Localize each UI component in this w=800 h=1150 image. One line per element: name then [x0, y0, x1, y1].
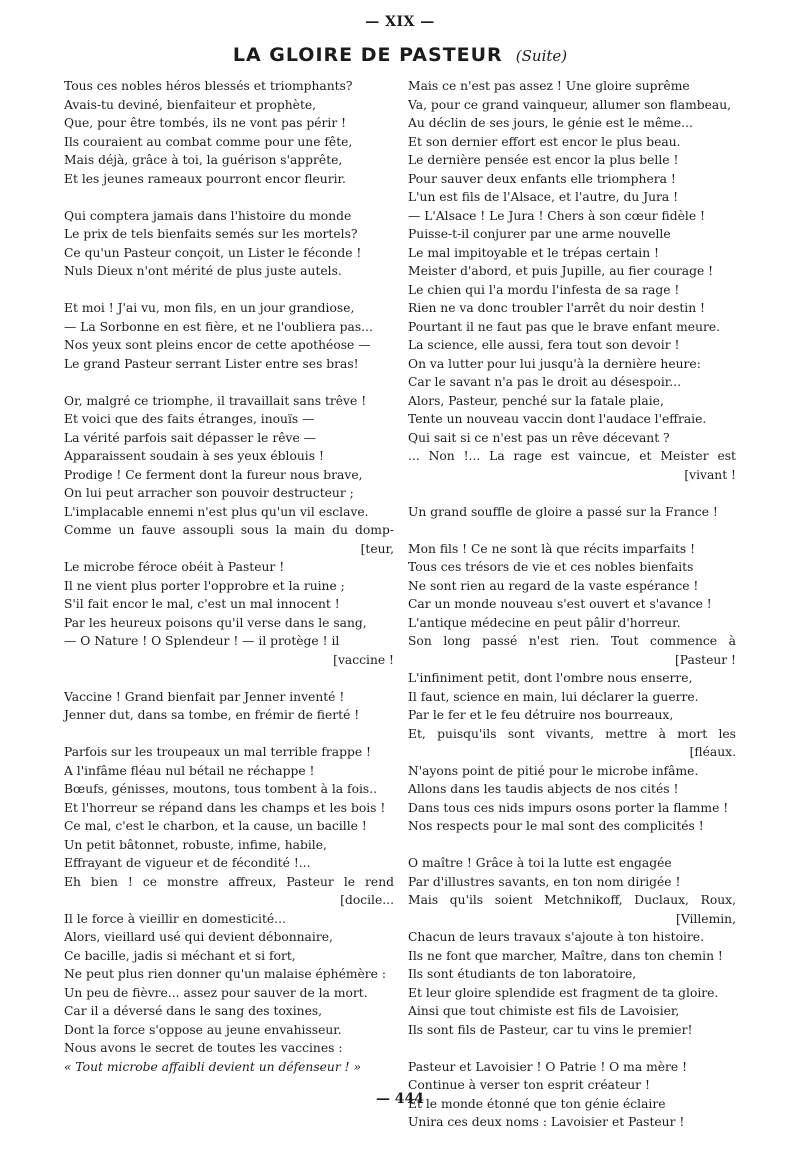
verse-line: « Tout microbe affaibli devient un défenseur ! »	[64, 1059, 362, 1074]
stanza	[408, 77, 736, 484]
verse-line: Unira ces deux noms : Lavoisier et Pasteur !	[408, 1115, 685, 1129]
verse-line: Meister d'abord, et puis Jupille, au fier courage !	[408, 264, 714, 278]
verse-continuation: [teur,	[360, 541, 394, 556]
verse-line: Ce qu'un Pasteur conçoit, un Lister le féconde !	[64, 245, 362, 260]
verse-line: Effrayant de vigueur et de fécondité !...	[64, 856, 311, 870]
page-title	[0, 44, 800, 66]
verse-line: Alors, Pasteur, penché sur la fatale plaie,	[408, 393, 664, 408]
verse-continuation: [Pasteur !	[674, 652, 736, 667]
verse-line: Nos respects pour le mal sont des complicités !	[408, 819, 704, 833]
verse-continuation: [Villemin,	[676, 911, 736, 926]
verse-line: Et le monde étonné que ton génie éclaire	[408, 1096, 666, 1111]
verse-line: Le prix de tels bienfaits semés sur les mortels?	[64, 227, 358, 241]
verse-line: Et les jeunes rameaux pourront encor fleurir.	[64, 171, 346, 186]
verse-line: A l'infâme fléau nul bétail ne réchappe !	[64, 763, 315, 778]
verse-continuation: [vaccine !	[333, 652, 394, 667]
verse-line: Le microbe féroce obéit à Pasteur !	[64, 560, 285, 574]
verse-line: Car un monde nouveau s'est ouvert et s'avance !	[408, 597, 712, 611]
verse-line: Avais-tu deviné, bienfaiteur et prophète,	[64, 97, 317, 112]
verse-line: Tente un nouveau vaccin dont l'audace l'effraie.	[408, 412, 707, 426]
verse-line: Le mal impitoyable et le trépas certain !	[408, 245, 659, 260]
verse-line: Le chien qui l'a mordu l'infesta de sa rage !	[408, 282, 680, 297]
verse-line: Par le fer et le feu détruire nos bourreaux,	[408, 708, 674, 722]
verse-line: Ils sont étudiants de ton laboratoire,	[408, 967, 637, 981]
verse-line: Alors, vieillard usé qui devient débonnaire,	[64, 930, 333, 944]
verse-line: Qui comptera jamais dans l'histoire du monde	[64, 208, 352, 223]
verse-line: On va lutter pour lui jusqu'à la dernière heure:	[408, 356, 701, 371]
verse-line: Mais qu'ils soient Metchnikoff, Duclaux, Roux,	[408, 893, 736, 907]
verse-line: N'ayons point de pitié pour le microbe infâme.	[408, 763, 699, 778]
stanza	[64, 207, 394, 281]
stanza	[408, 540, 736, 836]
verse-line: L'antique médecine en peut pâlir d'horreur.	[408, 615, 681, 630]
poem-column-right	[408, 77, 736, 1150]
verse-line: Ils couraient au combat comme pour une fête,	[64, 134, 353, 149]
verse-line: Et voici que des faits étranges, inouïs —	[64, 412, 315, 426]
verse-line: Prodige ! Ce ferment dont la fureur nous brave,	[64, 467, 363, 482]
verse-line: Il le force à vieillir en domesticité...	[64, 911, 286, 926]
verse-line: Nos yeux sont pleins encor de cette apothéose —	[64, 338, 371, 352]
verse-line: Il ne vient plus porter l'opprobre et la ruine ;	[64, 578, 345, 593]
verse-line: Apparaissent soudain à ses yeux éblouis !	[64, 449, 324, 463]
verse-line: Ce bacille, jadis si méchant et si fort,	[64, 948, 296, 963]
verse-line: ... Non !... La rage est vaincue, et Meister est	[408, 449, 736, 463]
verse-line: Jenner dut, dans sa tombe, en frémir de fierté !	[64, 708, 360, 722]
verse-line: Pour sauver deux enfants elle triomphera !	[408, 171, 676, 186]
verse-line: — La Sorbonne en est fière, et ne l'oubliera pas...	[64, 319, 373, 334]
verse-line: Il faut, science en main, lui déclarer la guerre.	[408, 689, 699, 704]
verse-line: L'implacable ennemi n'est plus qu'un vil esclave.	[64, 504, 369, 519]
verse-continuation: [vivant !	[684, 467, 736, 482]
verse-line: Car le savant n'a pas le droit au désespoir...	[408, 375, 682, 389]
stanza	[64, 688, 394, 725]
stanza	[64, 299, 394, 373]
verse-line: Et l'horreur se répand dans les champs et les bois !	[64, 800, 386, 815]
verse-line: Dans tous ces nids impurs osons porter la flamme !	[408, 800, 729, 815]
verse-line: On lui peut arracher son pouvoir destructeur ;	[64, 486, 354, 500]
verse-line: Un grand souffle de gloire a passé sur la France !	[408, 504, 718, 519]
verse-line: Son long passé n'est rien. Tout commence à	[408, 634, 736, 648]
verse-line: Ils sont fils de Pasteur, car tu vins le premier!	[408, 1022, 693, 1037]
verse-line: Tous ces nobles héros blessés et triomphants?	[64, 79, 353, 93]
verse-line: Mais déjà, grâce à toi, la guérison s'apprête,	[64, 153, 343, 167]
verse-line: Va, pour ce grand vainqueur, allumer son flambeau,	[408, 97, 732, 112]
verse-line: Pourtant il ne faut pas que le brave enfant meure.	[408, 319, 721, 334]
verse-line: Nuls Dieux n'ont mérité de plus juste autels.	[64, 264, 342, 278]
stanza	[64, 77, 394, 188]
verse-line: Qui sait si ce n'est pas un rêve décevant ?	[408, 430, 670, 445]
verse-line: Allons dans les taudis abjects de nos cités !	[408, 782, 679, 796]
verse-line: Ils ne font que marcher, Maître, dans ton chemin !	[408, 948, 723, 963]
title-subtitle: (Suite)	[515, 47, 568, 65]
verse-line: La science, elle aussi, fera tout son devoir !	[408, 338, 680, 352]
verse-line: O maître ! Grâce à toi la lutte est engagée	[408, 856, 672, 870]
verse-line: Bœufs, génisses, moutons, tous tombent à la fois..	[64, 782, 378, 796]
verse-line: L'infiniment petit, dont l'ombre nous enserre,	[408, 671, 693, 685]
stanza	[64, 743, 394, 1076]
verse-line: Et moi ! J'ai vu, mon fils, en un jour grandiose,	[64, 301, 355, 315]
verse-line: Par d'illustres savants, en ton nom dirigée !	[408, 874, 681, 889]
verse-line: La vérité parfois sait dépasser le rêve —	[64, 430, 316, 445]
verse-line: Au déclin de ses jours, le génie est le même...	[408, 116, 693, 130]
verse-line: Puisse-t-il conjurer par une arme nouvelle	[408, 227, 671, 241]
verse-continuation: [docile...	[340, 893, 394, 907]
verse-line: Ainsi que tout chimiste est fils de Lavoisier,	[408, 1004, 680, 1018]
verse-line: Parfois sur les troupeaux un mal terrible frappe !	[64, 745, 371, 759]
page-number: — 444	[375, 1091, 425, 1107]
title-main: LA GLOIRE DE PASTEUR	[232, 44, 503, 66]
verse-line: Pasteur et Lavoisier ! O Patrie ! O ma mère !	[408, 1059, 688, 1074]
verse-line: Par les heureux poisons qu'il verse dans le sang,	[64, 615, 367, 630]
verse-line: Nous avons le secret de toutes les vaccines :	[64, 1041, 343, 1055]
verse-line: Ne peut plus rien donner qu'un malaise éphémère :	[64, 967, 387, 981]
verse-line: Car il a déversé dans le sang des toxines,	[64, 1004, 323, 1018]
verse-line: Tous ces trésors de vie et ces nobles bienfaits	[408, 560, 694, 574]
verse-line: Comme un fauve assoupli sous la main du domp-	[64, 523, 394, 537]
verse-line: L'un est fils de l'Alsace, et l'autre, du Jura !	[408, 190, 679, 204]
verse-line: Que, pour être tombés, ils ne vont pas périr !	[64, 116, 347, 130]
verse-line: Et son dernier effort est encor le plus beau.	[408, 134, 681, 149]
verse-line: Et, puisqu'ils sont vivants, mettre à mort les	[408, 726, 736, 741]
stanza	[408, 503, 736, 522]
verse-continuation: [fléaux.	[689, 745, 736, 759]
verse-line: Et leur gloire splendide est fragment de ta gloire.	[408, 985, 719, 1000]
stanza	[408, 854, 736, 1039]
verse-line: Mon fils ! Ce ne sont là que récits imparfaits !	[408, 541, 696, 556]
stanza	[64, 392, 394, 670]
verse-line: — O Nature ! O Splendeur ! — il protège ! il	[64, 634, 340, 648]
verse-line: Or, malgré ce triomphe, il travaillait sans trêve !	[64, 393, 367, 408]
verse-line: Ne sont rien au regard de la vaste espérance !	[408, 578, 699, 593]
verse-line: Le grand Pasteur serrant Lister entre ses bras!	[64, 356, 359, 371]
verse-line: Dont la force s'oppose au jeune envahisseur.	[64, 1022, 342, 1037]
verse-line: Un petit bâtonnet, robuste, infime, habile,	[64, 837, 327, 852]
verse-line: Le dernière pensée est encor la plus belle !	[408, 153, 679, 167]
poem-column-left	[64, 77, 394, 1095]
roman-page-number: — XIX —	[365, 14, 435, 30]
verse-line: — L'Alsace ! Le Jura ! Chers à son cœur fidèle !	[408, 208, 705, 223]
verse-line: Chacun de leurs travaux s'ajoute à ton histoire.	[408, 930, 704, 944]
verse-line: Vaccine ! Grand bienfait par Jenner inventé !	[64, 689, 345, 704]
verse-line: Rien ne va donc troubler l'arrêt du noir destin !	[408, 301, 705, 315]
verse-line: Un peu de fièvre... assez pour sauver de la mort.	[64, 985, 368, 1000]
verse-line: Ce mal, c'est le charbon, et la cause, un bacille !	[64, 819, 367, 833]
verse-line: Mais ce n'est pas assez ! Une gloire suprême	[408, 79, 690, 93]
verse-line: S'il fait encor le mal, c'est un mal innocent !	[64, 597, 340, 611]
verse-line: Continue à verser ton esprit créateur !	[408, 1078, 650, 1092]
verse-line: Eh bien ! ce monstre affreux, Pasteur le rend	[64, 874, 394, 889]
